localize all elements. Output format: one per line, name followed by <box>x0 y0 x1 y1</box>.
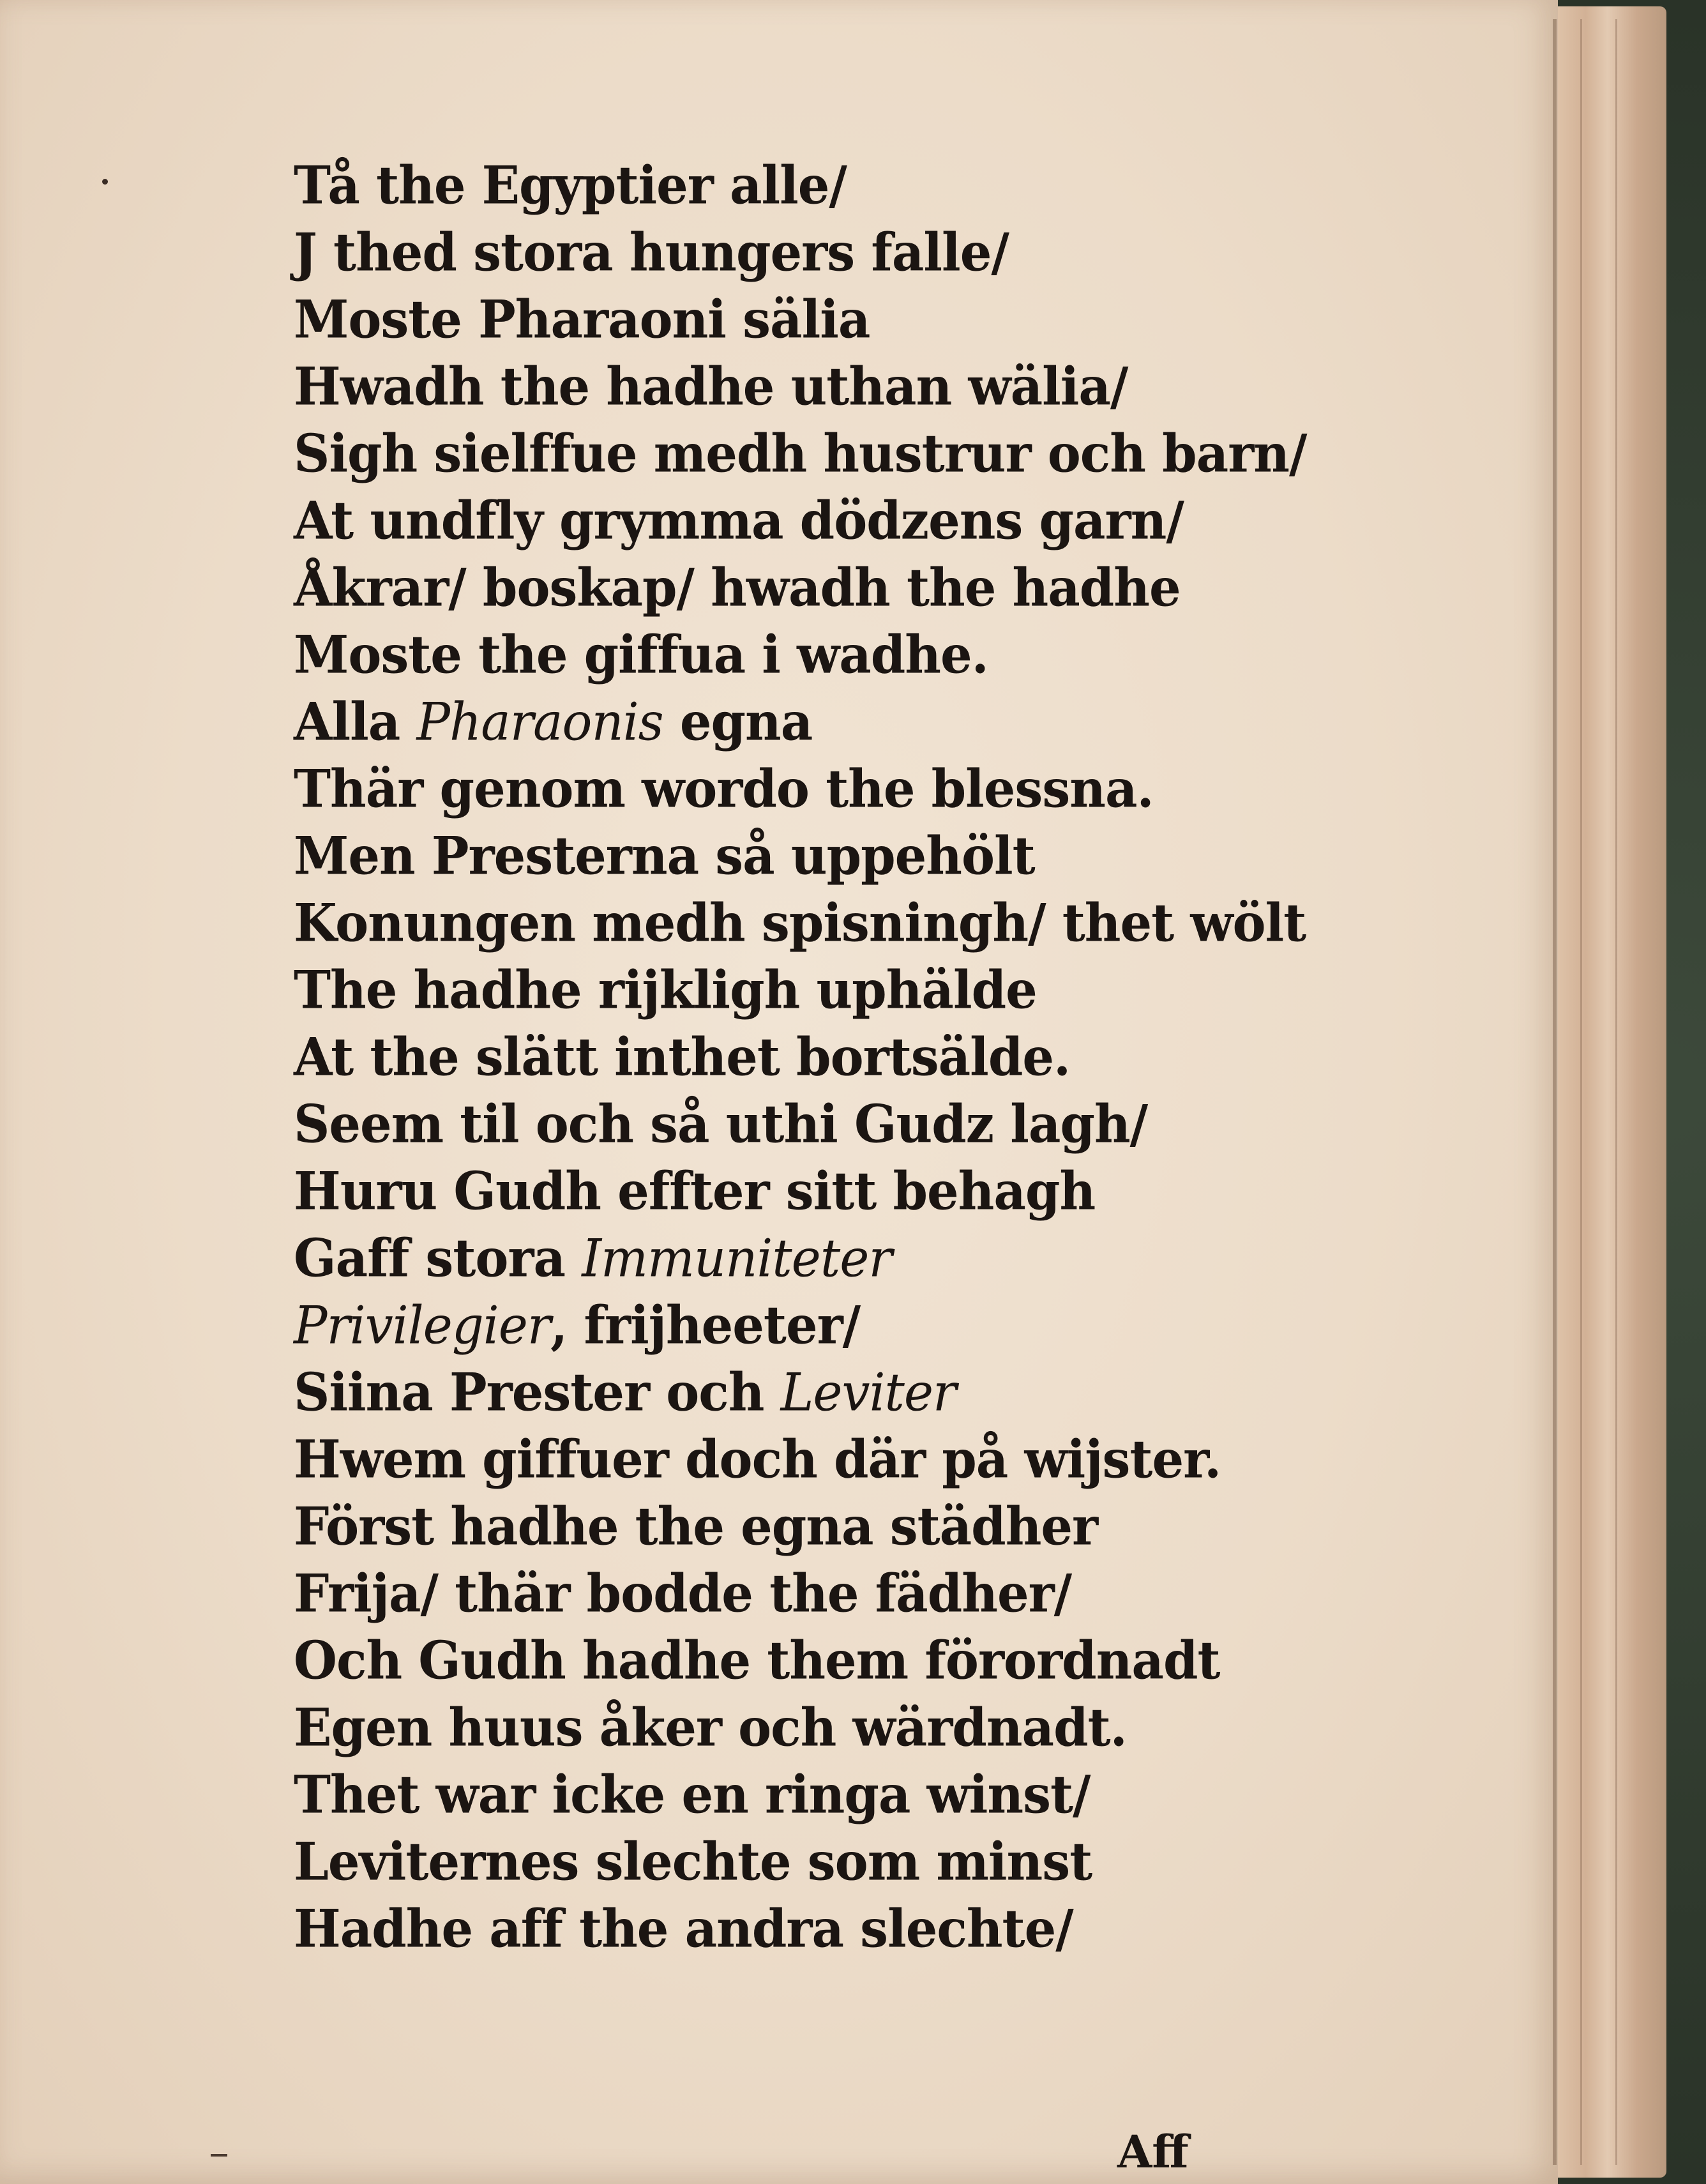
poem-line <box>294 686 1507 757</box>
poem-line <box>294 1290 1507 1360</box>
poem-line-italic: Leviter <box>780 1362 956 1423</box>
poem-line-roman: egna <box>663 691 813 753</box>
poem-line-italic: Immuniteter <box>582 1228 892 1289</box>
poem-line: Seem til och så uthi Gudz lagh/ <box>294 1093 1148 1155</box>
poem-line: Egen huus åker och wärdnadt. <box>294 1697 1127 1759</box>
poem-line: Moste Pharaoni sälia <box>294 289 870 351</box>
poem-line-roman: , frijheeter/ <box>550 1294 861 1356</box>
poem-line: J thed stora hungers falle/ <box>294 222 1009 284</box>
poem-line: Tå the Egyptier alle/ <box>294 155 847 216</box>
poem-line: The hadhe rijkligh uphälde <box>294 959 1037 1021</box>
poem-line: Först hadhe the egna städher <box>294 1496 1098 1558</box>
poem-line: Åkrar/ boskap/ hwadh the hadhe <box>294 557 1181 619</box>
poem-line: Hwadh the hadhe uthan wälia/ <box>294 356 1128 418</box>
poem-line: Thet war icke en ringa winst/ <box>294 1764 1091 1826</box>
poem-line: Huru Gudh effter sitt behagh <box>294 1160 1096 1222</box>
poem-line: Frija/ thär bodde the fädher/ <box>294 1563 1072 1625</box>
poem-line: Men Presterna så uppehölt <box>294 825 1035 887</box>
poem-line: Moste the giffua i wadhe. <box>294 624 988 686</box>
poem-line: Hadhe aff the andra slechte/ <box>294 1898 1073 1960</box>
poem-text <box>294 152 1507 1962</box>
poem-line: At undfly grymma dödzens garn/ <box>294 490 1184 552</box>
page-gutter-shadow <box>1553 19 1557 2165</box>
poem-line-italic: Privilegier <box>294 1295 551 1356</box>
poem-line: Konungen medh spisningh/ thet wölt <box>294 892 1306 954</box>
poem-line-italic: Pharaonis <box>416 692 663 753</box>
poem-line: Thär genom wordo the blessna. <box>294 758 1154 820</box>
margin-mark <box>211 2154 227 2157</box>
poem-line: Hwem giffuer doch där på wijster. <box>294 1429 1221 1490</box>
poem-line: At the slätt inthet bortsälde. <box>294 1026 1071 1088</box>
poem-line <box>294 1357 1507 1427</box>
ink-speck <box>102 179 108 185</box>
catchword: Aff <box>1117 2125 1189 2178</box>
poem-line <box>294 1223 1507 1293</box>
poem-line-roman: Alla <box>294 691 417 753</box>
poem-line: Leviternes slechte som minst <box>294 1831 1092 1893</box>
poem-line: Och Gudh hadhe them förordnadt <box>294 1630 1220 1692</box>
poem-line: Sigh sielffue medh hustrur och barn/ <box>294 423 1307 485</box>
poem-line-roman: Siina Prester och <box>294 1361 781 1423</box>
poem-line-roman: Gaff stora <box>294 1227 582 1289</box>
